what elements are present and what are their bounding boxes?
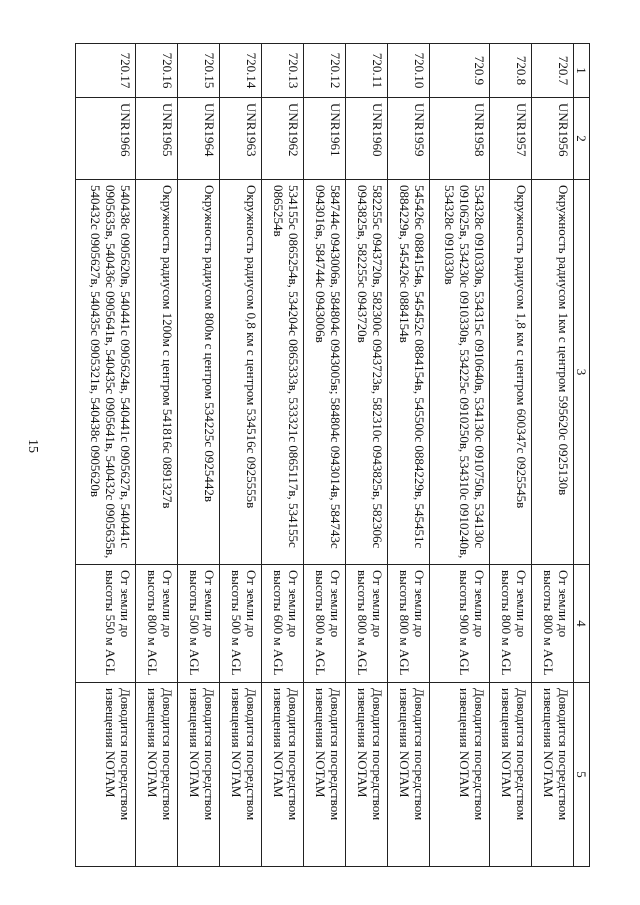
header-cell: 4 — [574, 565, 590, 683]
table-row — [136, 44, 178, 867]
zone-code: UNR1963 — [220, 98, 262, 180]
zone-notice: Доводится посредством извещения NOTAM — [346, 683, 388, 867]
zone-code: UNR1960 — [346, 98, 388, 180]
zone-boundary: 534328с 0910330в, 534315с 0910640в, 534130с 0910750в, 534130с 0910625в, 534230с 0910330в, 534225с 0910250в, 534310с 0910240в, 534328с 0910330в — [430, 180, 490, 565]
row-number: 720.15 — [178, 44, 220, 98]
zone-altitude: От земли до высоты 800 м AGL — [490, 565, 532, 683]
zone-altitude: От земли до высоты 900 м AGL — [430, 565, 490, 683]
table-container — [75, 43, 590, 866]
zone-boundary: 540438с 0905620в, 540441с 0905624в, 540441с 0905627в, 540441с 0905635в, 540436с 0905641в, 540435с 0905641в, 540432с 0905635в, 540432с 0905627в, 540435с 0905321в, 540438с 0905620в — [76, 180, 136, 565]
page-number: 15 — [25, 439, 40, 453]
zone-code: UNR1958 — [430, 98, 490, 180]
zone-code: UNR1956 — [532, 98, 574, 180]
table-row — [430, 44, 490, 867]
row-number: 720.17 — [76, 44, 136, 98]
header-row — [574, 44, 590, 867]
zone-code: UNR1965 — [136, 98, 178, 180]
zone-boundary: Окружность радиусом 1200м с центром 541816с 0891327в — [136, 180, 178, 565]
zone-altitude: От земли до высоты 800 м AGL — [388, 565, 430, 683]
zone-altitude: От земли до высоты 800 м AGL — [346, 565, 388, 683]
zone-notice: Доводится посредством извещения NOTAM — [304, 683, 346, 867]
rotated-table — [75, 43, 590, 866]
zone-boundary: Окружность радиусом 0,8 км с центром 534516с 0925555в — [220, 180, 262, 565]
zone-altitude: От земли до высоты 800 м AGL — [304, 565, 346, 683]
header-cell: 5 — [574, 683, 590, 867]
header-cell: 2 — [574, 98, 590, 180]
zone-notice: Доводится посредством извещения NOTAM — [430, 683, 490, 867]
zone-code: UNR1964 — [178, 98, 220, 180]
zone-code: UNR1962 — [262, 98, 304, 180]
zone-boundary: 534155с 0865254в, 534204с 0865333в, 533321с 0865117в, 534155с 0865254в — [262, 180, 304, 565]
zone-notice: Доводится посредством извещения NOTAM — [262, 683, 304, 867]
zone-notice: Доводится посредством извещения NOTAM — [178, 683, 220, 867]
row-number: 720.12 — [304, 44, 346, 98]
airspace-table — [75, 43, 590, 867]
table-row — [532, 44, 574, 867]
row-number: 720.8 — [490, 44, 532, 98]
zone-boundary: 584744с 0943006в, 584804с 0943005в; 584804с 0943014в, 584743с 0943016в, 584744с 0943006в — [304, 180, 346, 565]
row-number: 720.7 — [532, 44, 574, 98]
table-row — [388, 44, 430, 867]
zone-code: UNR1961 — [304, 98, 346, 180]
row-number: 720.10 — [388, 44, 430, 98]
table-row — [490, 44, 532, 867]
zone-code: UNR1957 — [490, 98, 532, 180]
zone-altitude: От земли до высоты 800 м AGL — [532, 565, 574, 683]
zone-notice: Доводится посредством извещения NOTAM — [388, 683, 430, 867]
row-number: 720.16 — [136, 44, 178, 98]
zone-altitude: От земли до высоты 500 м AGL — [220, 565, 262, 683]
zone-altitude: От земли до высоты 600 м AGL — [262, 565, 304, 683]
zone-notice: Доводится посредством извещения NOTAM — [490, 683, 532, 867]
zone-notice: Доводится посредством извещения NOTAM — [220, 683, 262, 867]
row-number: 720.13 — [262, 44, 304, 98]
header-cell: 3 — [574, 180, 590, 565]
row-number: 720.9 — [430, 44, 490, 98]
zone-altitude: От земли до высоты 800 м AGL — [136, 565, 178, 683]
zone-altitude: От земли до высоты 550 м AGL — [76, 565, 136, 683]
row-number: 720.11 — [346, 44, 388, 98]
zone-boundary: Окружность радиусом 1,8 км с центром 600347с 0925545в — [490, 180, 532, 565]
zone-notice: Доводится посредством извещения NOTAM — [76, 683, 136, 867]
zone-boundary: 545426с 0884154в, 545452с 0884154в, 545500с 0884229в, 545451с 0884229в, 545426с 0884154в — [388, 180, 430, 565]
zone-boundary: Окружность радиусом 800м с центром 534225с 0925442в — [178, 180, 220, 565]
zone-boundary: Окружность радиусом 1км с центром 595620с 0925130в — [532, 180, 574, 565]
header-cell: 1 — [574, 44, 590, 98]
zone-notice: Доводится посредством извещения NOTAM — [532, 683, 574, 867]
table-row — [178, 44, 220, 867]
table-row — [262, 44, 304, 867]
zone-boundary: 582255с 0943720в, 582300с 0943723в, 582310с 0943825в, 582306с 0943825в, 582255с 0943720в — [346, 180, 388, 565]
table-row — [346, 44, 388, 867]
table-row — [220, 44, 262, 867]
zone-notice: Доводится посредством извещения NOTAM — [136, 683, 178, 867]
zone-code: UNR1959 — [388, 98, 430, 180]
zone-code: UNR1966 — [76, 98, 136, 180]
zone-altitude: От земли до высоты 500 м AGL — [178, 565, 220, 683]
table-row — [304, 44, 346, 867]
row-number: 720.14 — [220, 44, 262, 98]
table-row — [76, 44, 136, 867]
